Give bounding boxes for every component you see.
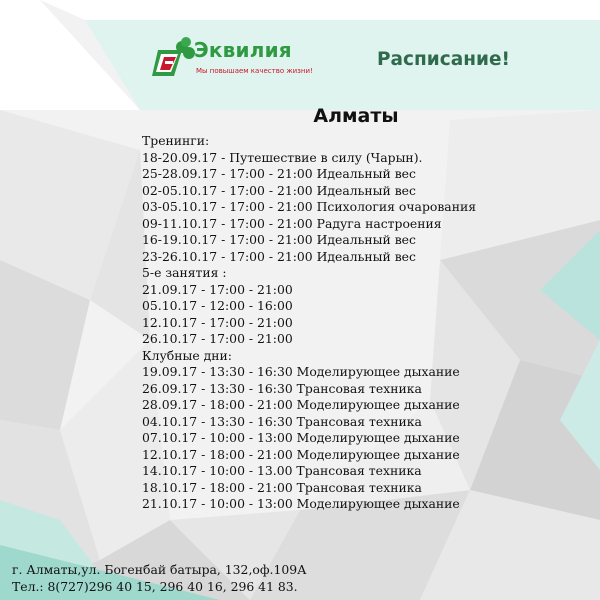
schedule-line: Клубные дни: [142, 347, 232, 363]
schedule-line: 02-05.10.17 - 17:00 - 21:00 Идеальный вес [142, 182, 416, 198]
schedule-line: 21.10.17 - 10:00 - 13:00 Моделирующее дыхание [142, 496, 460, 511]
schedule-line: 25-28.09.17 - 17:00 - 21:00 Идеальный вес [142, 166, 416, 181]
clover-logo-icon [152, 36, 196, 80]
logo-name: Эквилия [194, 38, 292, 62]
schedule-line: 09-11.10.17 - 17:00 - 21:00 Радуга настроения [142, 215, 442, 231]
schedule-line: 28.09.17 - 18:00 - 21:00 Моделирующее дыхание [142, 397, 460, 412]
page-title: Расписание! [377, 49, 510, 70]
schedule-line: 16-19.10.17 - 17:00 - 21:00 Идеальный вес [142, 232, 416, 247]
schedule-line: 07.10.17 - 10:00 - 13:00 Моделирующее дыхание [142, 430, 460, 445]
schedule-line: 05.10.17 - 12:00 - 16:00 [142, 298, 293, 313]
schedule-line: 19.09.17 - 13:30 - 16:30 Моделирующее дыхание [142, 364, 460, 379]
schedule-line: 14.10.17 - 10:00 - 13.00 Трансовая техника [142, 463, 422, 478]
schedule-line: 04.10.17 - 13:30 - 16:30 Трансовая техника [142, 413, 422, 429]
logo [152, 34, 312, 84]
schedule-line: 23-26.10.17 - 17:00 - 21:00 Идеальный вес [142, 248, 416, 264]
schedule-line: 21.09.17 - 17:00 - 21:00 [142, 281, 293, 297]
schedule-line: 12.10.17 - 17:00 - 21:00 [142, 314, 293, 330]
city-heading: Алматы [313, 105, 399, 127]
schedule-line: 26.10.17 - 17:00 - 21:00 [142, 331, 293, 346]
footer-contacts [12, 561, 307, 595]
phone-text: Тел.: 8(727)296 40 15, 296 40 16, 296 41 83. [12, 579, 298, 594]
address-text: г. Алматы,ул. Богенбай батыра, 132,оф.109А [12, 562, 307, 577]
schedule-line: 5-е занятия : [142, 265, 227, 280]
schedule-line: 12.10.17 - 18:00 - 21:00 Моделирующее дыхание [142, 446, 460, 462]
schedule-line: Тренинги: [142, 133, 210, 148]
schedule-line: 26.09.17 - 13:30 - 16:30 Трансовая техника [142, 380, 422, 396]
schedule-list [142, 133, 476, 513]
logo-tagline: Мы повышаем качество жизни! [196, 67, 313, 75]
schedule-line: 18.10.17 - 18:00 - 21:00 Трансовая техника [142, 479, 422, 495]
schedule-line: 18-20.09.17 - Путешествие в силу (Чарын). [142, 149, 423, 165]
schedule-line: 03-05.10.17 - 17:00 - 21:00 Психология очарования [142, 199, 477, 214]
